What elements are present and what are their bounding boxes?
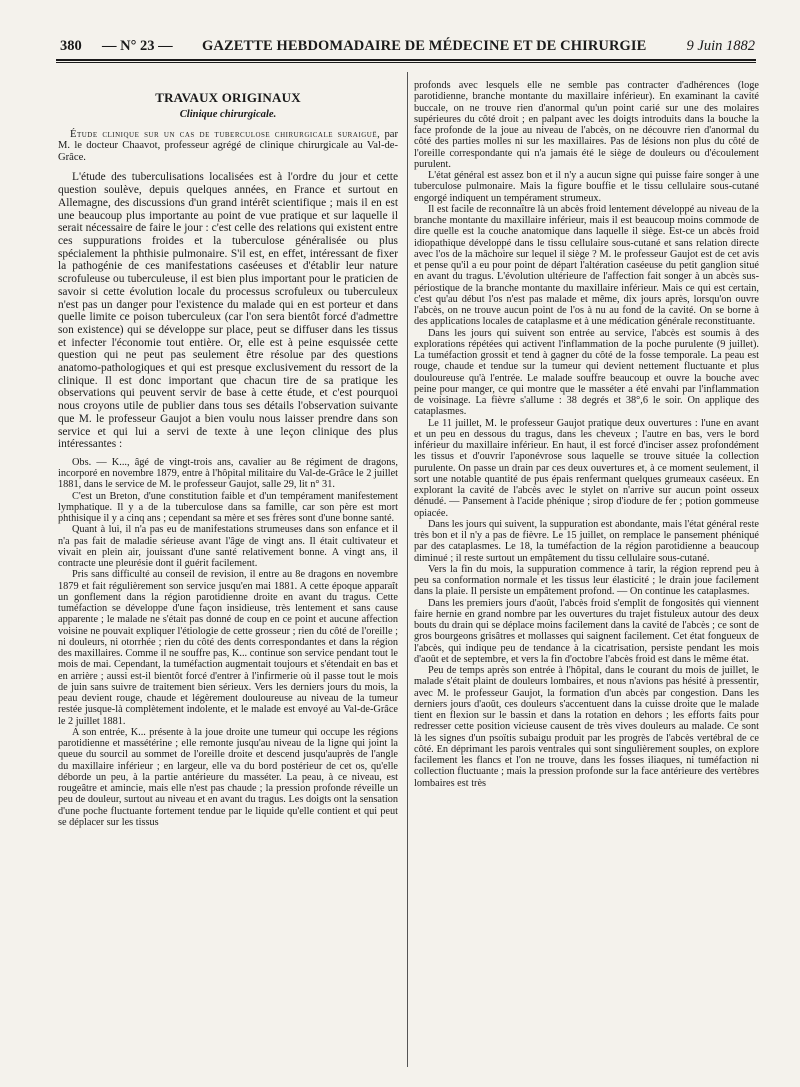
obs-paragraph: C'est un Breton, d'une constitution faible et d'un tempérament manifestement lymphatique. Il y a de la tuberculose dans sa famille, car son père est mort phthisique il y a cinq ans ; cependant sa mère et ses frères sont d'une bonne santé. xyxy=(58,490,398,525)
left-column xyxy=(58,80,398,1070)
page-header xyxy=(50,38,755,56)
column-separator xyxy=(407,72,408,1067)
obs-paragraph: A son entrée, K... présente à la joue droite une tumeur qui occupe les régions parotidienne et massétérine ; elle remonte jusqu'au niveau de la ligne qui joint la queue du sourcil au sommet de l'oreille droite et descend jusqu'auprès de l'angle du maxillaire inférieur ; en largeur, elle va du bord postérieur de cet os, qu'elle déborde un peu, à la partie antérieure du masséter. La peau, à ce niveau, est rougeâtre et amincie, mais elle n'est pas chaude ; la pression profonde réveille un peu de douleur, surtout au niveau et en avant du tragus. Les doigts ont la sensation d'une poche fluctuante fortement tendue par le liquide qu'elle contient et qui peut se déplacer sur les tissus xyxy=(58,726,398,828)
obs-paragraph: Quant à lui, il n'a pas eu de manifestations strumeuses dans son enfance et il n'a pas fait de maladie sérieuse avant l'âge de vingt ans. Il était cultivateur et vivait en plein air, jouissant d'une santé relativement bonne. A vingt ans, il contracte une pleurésie dont il guérit facilement. xyxy=(58,524,398,570)
section-title: TRAVAUX ORIGINAUX xyxy=(155,90,301,105)
issue-number: — N° 23 — xyxy=(102,38,173,54)
intro-paragraph: L'étude des tuberculisations localisées est à l'ordre du jour et cette question soulève, depuis quelques années, en France et surtout en Allemagne, des discussions d'un grand intérêt scientifique ; mais il en est une beaucoup plus importante au point de vue pratique et sur laquelle il serait nécessaire de faire le jour : c'est celle des relations qui existent entre ces suppurations froides et la tuberculose généralisée ou plus spécialement la phthisie pulmonaire. S'il est, en effet, intéressant de fixer la pathogénie de ces manifestations caséeuses et d'établir leur nature scrofuleuse ou tuberculeuse, il est bien plus important pour le praticien de savoir si cette évolution locale du processus scrofuleux ou tuberculeux n'est pas un danger pour l'existence du malade qui en est porteur et dans quelle limite ce poison tuberculeux (car l'on sera bientôt forcé d'admettre son existence) qui se développe sur place, peut se diffuser dans les tissus et infecter l'économie tout entière. Or, elle est à peine esquissée cette question qui ne peut pas seulement être résolue par des questions anatomo-pathologiques et qui est presque exclusivement du ressort de la clinique. Il est donc important que chacun tire de sa pratique les observations qui peuvent servir de base à cette étude, et c'est pourquoi nous croyons utile de publier dans tous ses détails l'observation suivante que M. le professeur Gaujot a bien voulu nous laisser prendre dans son service et qui lui a servi de texte à une leçon clinique des plus intéressantes : xyxy=(58,171,398,451)
article-author: par M. le docteur Chaavot, professeur agrégé de clinique chirurgicale au Val-de-Grâce. xyxy=(58,128,398,163)
header-rule xyxy=(56,59,756,61)
obs-paragraph: profonds avec lesquels elle ne semble pas contracter d'adhérences (loge parotidienne, branche montante du maxillaire inférieur). En examinant la cavité buccale, on ne trouve rien d'anormal qu'un point carié sur une des molaires supérieures du côté droit ; en palpant avec les doigts introduits dans la bouche la face profonde de la joue au niveau de l'abcès, on ne découvre rien d'anormal du côté des parties molles ni sur les maxillaires. Pas de lésions non plus du côté de l'oreille correspondante qui n'a jamais été le siège de douleurs ou d'écoulement purulent. xyxy=(414,80,759,170)
obs-paragraph: Vers la fin du mois, la suppuration commence à tarir, la région reprend peu à peu sa conformation normale et les tissus leur élasticité ; le drain joue facilement dans la plaie. Il persiste un empâtement profond. — On continue les cataplasmes. xyxy=(414,563,759,598)
issue-date: 9 Juin 1882 xyxy=(686,38,755,54)
obs-paragraph: Dans les jours qui suivent son entrée au service, l'abcès est soumis à des explorations répétées qui activent l'inflammation de la poche purulente (9 juillet). La tuméfaction grossit et tend à gagner du côté de la fosse temporale. La peau est rouge, chaude et tendue sur la tumeur qui devient nettement fluctuante et plus douloureuse qu'à l'entrée. Le malade souffre beaucoup et ouvre la bouche avec peine pour manger, ce qui montre que le masséter a été envahi par l'inflammation de voisinage. La fièvre s'allume : 38 degrés et 38°,6 le soir. On applique des cataplasmes. xyxy=(414,327,759,418)
subsection-title: Clinique chirurgicale. xyxy=(179,109,277,121)
page-number: 380 xyxy=(60,38,82,54)
obs-paragraph: Obs. — K..., âgé de vingt-trois ans, cavalier au 8e régiment de dragons, incorporé en novembre 1879, entre à l'hôpital militaire du Val-de-Grâce le 2 juillet 1881, dans le service de M. le professeur Gaujot, salle 29, lit n° 31. xyxy=(58,456,398,491)
header-rule-thin xyxy=(56,62,756,63)
obs-paragraph: Dans les jours qui suivent, la suppuration est abondante, mais l'état général reste très bon et il n'y a pas de fièvre. Le 15 juillet, on remplace le pansement phéniqué par des cataplasmes. Le 18, la tuméfaction de la région parotidienne a beaucoup diminué ; il reste surtout un empâtement du tissu cellulaire sous-cutané. xyxy=(414,518,759,564)
journal-title: GAZETTE HEBDOMADAIRE DE MÉDECINE ET DE CHIRURGIE xyxy=(202,38,647,54)
obs-paragraph: Pris sans difficulté au conseil de revision, il entre au 8e dragons en novembre 1879 et fait régulièrement son service jusqu'en mai 1881. A cette époque apparaît un gonflement dans la région parotidienne droite en avant du tragus. Cette tuméfaction se développe d'une façon insidieuse, très lentement et sans cause apparente ; le malade ne s'était pas donné de coup en ce point et aucune affection voisine ne pouvait expliquer l'étiologie de cette grosseur ; rien du côté de l'oreille ; ni douleurs, ni otorrhée ; rien du côté des dents correspondantes et dans la région des maxillaires. Comme il ne souffre pas, K... continue son service pendant tout le mois de mai. Cependant, la tuméfaction augmentait toujours et s'étendait en bas et en arrière ; aussi est-il bientôt forcé d'entrer à l'infirmerie où il passe tout le mois de juin sans suivre de traitement bien sérieux. Vers les derniers jours du mois, la peau devient rouge, chaude et légèrement douloureuse au niveau de la tumeur restée jusque-là complètement indolente, et le malade est envoyé au Val-de-Grâce le 2 juillet 1881. xyxy=(58,569,398,727)
obs-paragraph: Le 11 juillet, M. le professeur Gaujot pratique deux ouvertures : l'une en avant et un peu en dessous du tragus, dans les cheveux ; l'autre en bas, vers le bord inférieur du maxillaire inférieur. En haut, il est forcé d'inciser assez profondément les tissus et d'ouvrir l'aponévrose sous laquelle se trouve située la collection purulente. On passe un drain par ces deux ouvertures et, à ce moment seulement, il sort une notable quantité de pus épais renfermant quelques grumeaux caséeux. En explorant la cavité de l'abcès avec le stylet on n'arrive sur aucun point osseux dénudé. — Pansement à l'acide phénique ; sirop d'iodure de fer ; potion gommeuse opiacée. xyxy=(414,417,759,519)
article-byline xyxy=(58,129,398,164)
obs-paragraph: L'état général est assez bon et il n'y a aucun signe qui puisse faire songer à une tuberculose pulmonaire. Mais la figure bouffie et le tissu cellulaire sous-cutané engorgé indiquent un tempérament strumeux. xyxy=(414,170,759,204)
article-title: Étude clinique sur un cas de tuberculose chirurgicale suraiguë, xyxy=(70,128,381,140)
obs-paragraph: Il est facile de reconnaître là un abcès froid lentement développé au niveau de la branche montante du maxillaire inférieur, mais il est beaucoup moins commode de dire quelle est la couche anatomique dans laquelle il siège. Est-ce un abcès froid idiopathique développé dans le tissu cellulaire sous-cutané et sans relation directe avec l'os de la mâchoire sur lequel il siège ? M. le professeur Gaujot est de cet avis et pense qu'il a eu pour point de départ l'altération caséeuse du petit ganglion situé en avant du tragus. L'évolution ultérieure de l'affection fait songer à un abcès sus-périostique de la branche montante du maxillaire inférieur. Mais ce qui est certain, c'est qu'au début l'os n'est pas malade et même, dix jours après, lorsqu'on ouvre l'abcès, on ne trouve aucun point de l'os à nu au fond de la cavité. On se borne à des applications locales de cataplasme et à une médication générale reconstituante. xyxy=(414,203,759,328)
obs-paragraph: Dans les premiers jours d'août, l'abcès froid s'emplit de fongosités qui viennent faire hernie en grand nombre par les ouvertures du trajet fistuleux autour des deux bouts du drain qui se déplace moins facilement dans la cavité de l'abcès ; ce sont de gros bourgeons grisâtres et mollasses qui saignent facilement. Cet état fongueux de l'abcès, qui indique peu de tendance à la cicatrisation, persiste pendant les mois d'août et de septembre, et vers la fin d'octobre l'abcès froid est dans le même état. xyxy=(414,597,759,665)
obs-paragraph: Peu de temps après son entrée à l'hôpital, dans le courant du mois de juillet, le malade s'était plaint de douleurs lombaires, et nous n'avions pas hésité à pressentir, avec M. le professeur Gaujot, la formation d'un abcès par congestion. Dans les derniers jours d'août, ces douleurs s'accentuent dans la cuisse droite que le malade tient en flexion sur le bassin et dans la rotation en dehors ; les efforts faits pour redresser cette position vicieuse causent de très vives douleurs au malade. Ce sont là les signes d'un psoïtis subaigu produit par les progrès de l'abcès vertébral de ce côté. En déprimant les parois ventrales qui sont singulièrement souples, on explore facilement les flancs et l'on ne trouve, dans les fosses iliaques, ni tuméfaction ni collection fluctuante ; mais la pression profonde sur la face antérieure des vertèbres lombaires est très xyxy=(414,665,759,789)
right-column xyxy=(414,80,759,1070)
